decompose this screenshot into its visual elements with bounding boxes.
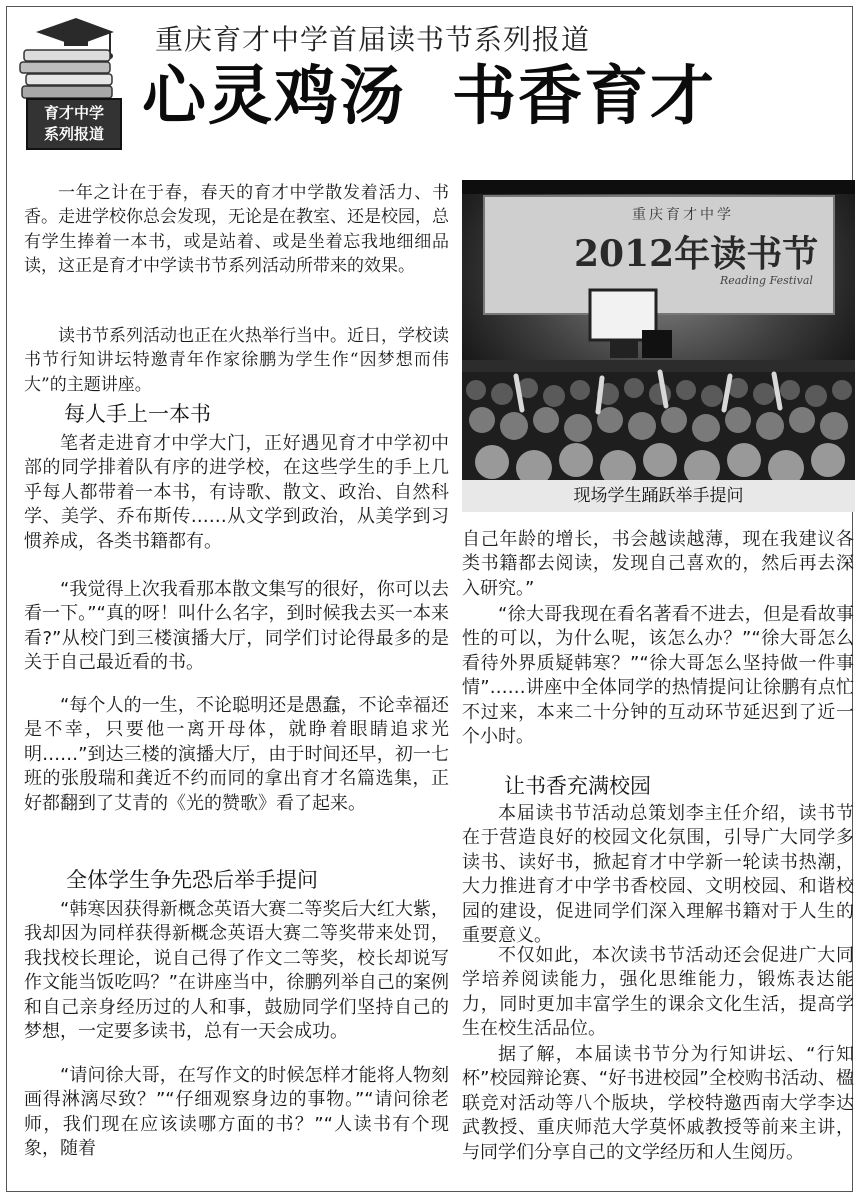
banner-line-1: 重庆育才中学	[632, 207, 734, 223]
section-heading-2: 全体学生争先恐后举手提问	[66, 868, 318, 892]
section3-paragraph-2: 不仅如此，本次读书节活动还会促进广大同学培养阅读能力，强化思维能力，锻炼表达能力，同时更加丰富学生的课余文化生活，提高学生在校生活品位。	[462, 945, 854, 1040]
section3-paragraph-1: 本届读书节活动总策划李主任介绍，读书节在于营造良好的校园文化氛围，引导广大同学多读书、读好书，掀起育才中学新一轮读书热潮，大力推进育才中学书香校园、文明校园、和谐校园的建设，促进同学们深入理解书籍对于人生的重要意义。	[462, 803, 854, 947]
intro-paragraph-2: 读书节系列活动也正在火热举行当中。近日，学校读书节行知讲坛特邀青年作家徐鹏为学生作“因梦想而伟大”的主题讲座。	[24, 326, 449, 395]
section2-paragraph-3: “徐大哥我现在看名著看不进去，但是看故事性的可以，为什么呢，该怎么办？”“徐大哥怎么看待外界质疑韩寒？”“徐大哥怎么坚持做一件事情”……讲座中全体同学的热情提问让徐鹏有点忙不过来，本来二十分钟的互动环节延迟到了近一个小时。	[462, 604, 854, 748]
section2-paragraph-2: “请问徐大哥，在写作文的时候怎样才能将人物刻画得淋漓尽致？”“仔细观察身边的事物。”“请问徐老师，我们现在应该读哪方面的书？”“人读书有个现象，随着	[24, 1065, 449, 1160]
lecture-hall-photo	[462, 180, 855, 480]
section1-paragraph-1: 笔者走进育才中学大门，正好遇见育才中学初中部的同学排着队有序的进学校，在这些学生的手上几乎每人都带着一本书，有诗歌、散文、政治、自然科学、美学、乔布斯传……从文学到政治，从美学到习惯养成，各类书籍都有。	[24, 433, 449, 552]
headline-part-1: 心灵鸡汤	[142, 60, 406, 134]
headline	[142, 58, 716, 136]
section1-paragraph-2: “我觉得上次我看那本散文集写的很好，你可以去看一下。”“真的呀！叫什么名字，到时候我去买一本来看?”从校门到三楼演播大厅，同学们讨论得最多的是关于自己最近看的书。	[24, 579, 449, 674]
logo-line-2: 系列报道	[43, 125, 104, 143]
banner-line-3: Reading Festival	[720, 274, 813, 287]
section3-paragraph-3: 据了解，本届读书节分为行知讲坛、“行知杯”校园辩论赛、“好书进校园”全校购书活动、楹联竞对活动等八个版块，学校特邀西南大学李达武教授、重庆师范大学莫怀戚教授等前来主讲，与同学们分享自己的文学经历和人生阅历。	[462, 1044, 854, 1163]
series-title: 重庆育才中学首届读书节系列报道	[155, 23, 591, 56]
section-heading-1: 每人手上一本书	[64, 402, 211, 426]
event-photo	[462, 180, 855, 512]
intro-paragraph-1: 一年之计在于春，春天的育才中学散发着活力、书香。走进学校你总会发现，无论是在教室、还是校园，总有学生捧着一本书，或是站着、或是坐着忘我地细细品读，这正是育才中学读书节系列活动所带来的效果。	[24, 183, 449, 277]
section2-paragraph-1: “韩寒因获得新概念英语大赛二等奖后大红大紫，我却因为同样获得新概念英语大赛二等奖带来处罚，我找校长理论，说自己得了作文二等奖，校长却说写作文能当饭吃吗？”在讲座当中，徐鹏列举自己的案例和自己亲身经历过的人和事，鼓励同学们坚持自己的梦想，一定要多读书，总有一天会成功。	[24, 899, 449, 1043]
photo-caption: 现场学生踊跃举手提问	[462, 480, 855, 512]
section-heading-3: 让书香充满校园	[504, 774, 651, 798]
headline-part-2: 书香育才	[452, 60, 716, 134]
banner-line-2: 2012年读书节	[574, 233, 819, 275]
logo-line-1: 育才中学	[43, 104, 104, 122]
section2-paragraph-2-continued: 自己年龄的增长，书会越读越薄，现在我建议各类书籍都去阅读，发现自己喜欢的，然后再去深入研究。”	[462, 529, 854, 599]
column-logo	[16, 14, 116, 144]
section1-paragraph-3: “每个人的一生，不论聪明还是愚蠢，不论幸福还是不幸，只要他一离开母体，就睁着眼睛追求光明……”到达三楼的演播大厅，由于时间还早，初一七班的张殷瑞和龚近不约而同的拿出育才名篇选集，正好都翻到了艾青的《光的赞歌》看了起来。	[24, 695, 449, 814]
logo-badge	[26, 98, 122, 150]
book-stack-icon	[16, 14, 116, 104]
